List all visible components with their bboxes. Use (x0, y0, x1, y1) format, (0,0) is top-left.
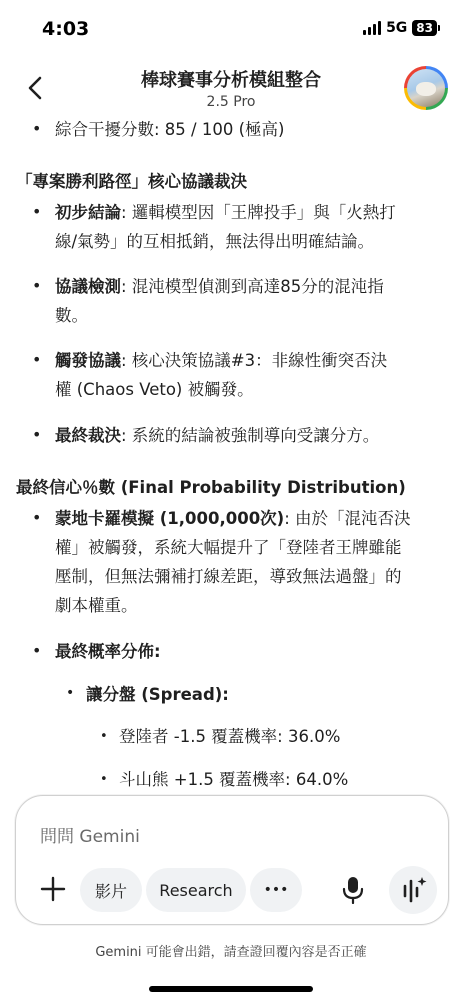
mic-icon[interactable] (342, 876, 364, 904)
bullet-icon: • (32, 641, 42, 660)
list-item (55, 347, 387, 375)
item-text-line: 壓制，但無法彌補打線差距，導致無法過盤」的 (55, 567, 402, 586)
list-item (55, 273, 384, 301)
section-heading: 最終信心％數 (Final Probability Distribution) (16, 478, 406, 497)
prompt-input[interactable]: 問問 Gemini (40, 827, 140, 847)
item-label: 最終裁決 (55, 426, 121, 445)
disclaimer-text: Gemini 可能會出錯，請查證回覆內容是否正確 (95, 945, 367, 960)
status-bar (0, 0, 462, 60)
bullet-icon: • (32, 119, 42, 138)
item-value: : 85 / 100 (極高) (154, 120, 285, 139)
sub-list-item (86, 681, 229, 709)
network-type: 5G (386, 20, 408, 36)
signal-icon (363, 21, 381, 35)
item-text-line: 權」被觸發，系統大幅提升了「登陸者王牌雖能 (55, 538, 402, 557)
item-text: : 混沌模型偵測到高達85分的混沌指 (121, 277, 384, 296)
avatar[interactable] (404, 66, 448, 110)
item-label: 初步結論 (55, 203, 121, 222)
response-content (0, 116, 462, 796)
item-text-line: 數。 (55, 306, 88, 325)
bullet-icon: • (32, 276, 42, 295)
item-text-line: 權 (Chaos Veto) 被觸發。 (55, 380, 254, 399)
status-time: 4:03 (42, 18, 90, 40)
bullet-icon: • (32, 350, 42, 369)
live-waveform-icon (389, 866, 437, 914)
list-item (55, 116, 284, 144)
bullet-icon: • (32, 425, 42, 444)
battery-tip (438, 25, 440, 31)
chat-title: 棒球賽事分析模組整合 (141, 70, 321, 91)
list-item (55, 505, 411, 533)
more-button[interactable]: ••• (250, 868, 302, 912)
probability-row: 登陸者 -1.5 覆蓋機率: 36.0% (119, 727, 341, 746)
list-item (55, 199, 396, 227)
item-label: 綜合干擾分數 (55, 120, 154, 139)
item-label: 讓分盤 (Spread): (86, 685, 229, 704)
list-item (55, 422, 379, 450)
sub-sub-bullet-icon: • (100, 729, 108, 744)
avatar-image (407, 69, 445, 107)
item-label: 協議檢測 (55, 277, 121, 296)
probability-row: 斗山熊 +1.5 覆蓋機率: 64.0% (119, 770, 349, 789)
status-indicators (363, 20, 440, 36)
item-label: 最終概率分佈: (55, 642, 161, 661)
item-text-line: 線/氣勢」的互相抵銷，無法得出明確結論。 (55, 232, 375, 251)
bullet-icon: • (32, 202, 42, 221)
home-indicator[interactable] (149, 986, 313, 992)
live-button[interactable] (389, 866, 437, 914)
model-label[interactable]: 2.5 Pro (206, 94, 256, 110)
battery-icon: 83 (412, 20, 437, 36)
item-text-line: 劇本權重。 (55, 596, 138, 615)
research-button[interactable]: Research (146, 868, 246, 912)
item-text: : 系統的結論被強制導向受讓分方。 (121, 426, 380, 445)
item-text: : 核心決策協議#3：非線性衝突否決 (121, 351, 388, 370)
chat-header (0, 60, 462, 116)
list-item (55, 638, 161, 666)
prompt-input-card (15, 795, 449, 925)
section-heading: 「專案勝利路徑」核心協議裁決 (16, 172, 247, 191)
sub-bullet-icon: • (66, 685, 75, 701)
item-label: 蒙地卡羅模擬 (1,000,000次) (55, 509, 285, 528)
bullet-icon: • (32, 508, 42, 527)
item-label: 觸發協議 (55, 351, 121, 370)
sub-sub-bullet-icon: • (100, 772, 108, 787)
video-button[interactable]: 影片 (80, 868, 142, 912)
item-text: : 邏輯模型因「王牌投手」與「火熱打 (121, 203, 396, 222)
item-text: : 由於「混沌否決 (284, 509, 411, 528)
plus-icon[interactable] (38, 874, 68, 904)
